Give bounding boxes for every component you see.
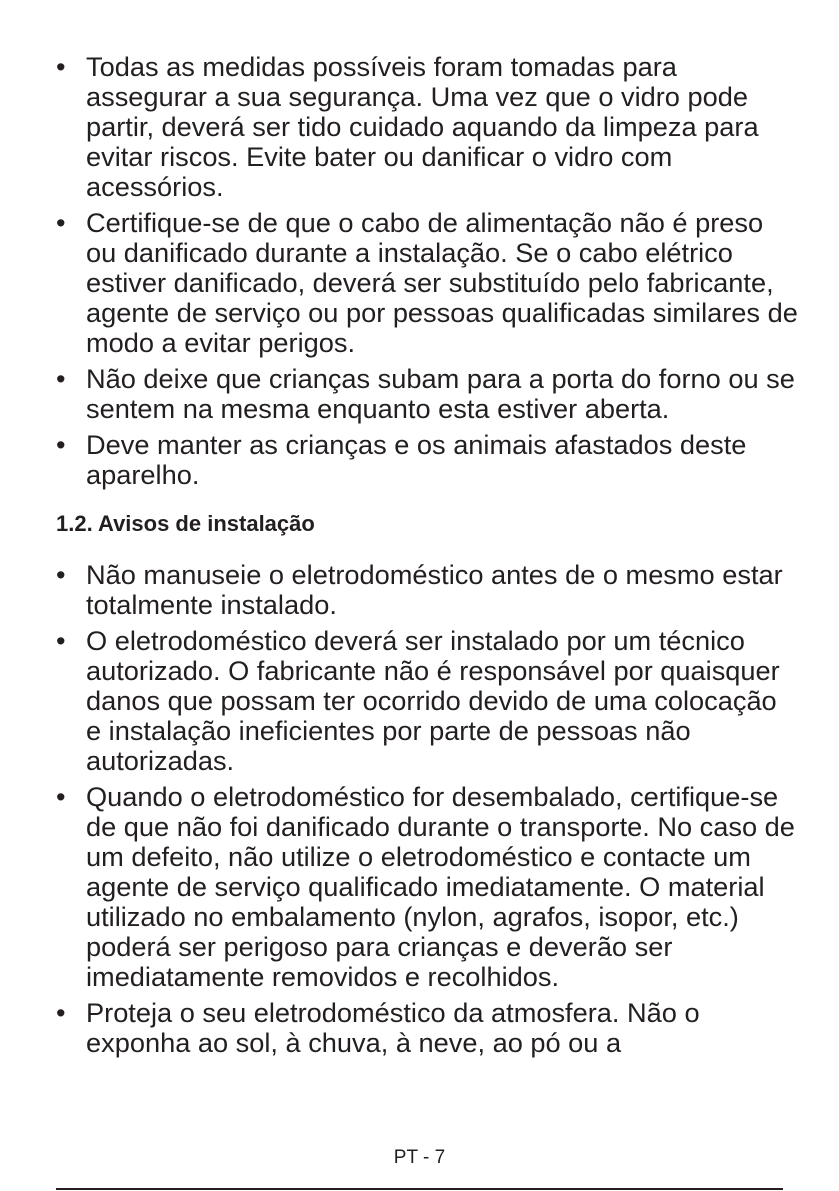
bullet-marker: • [56,363,66,394]
list-item-text: Deve manter as crianças e os animais afastados deste aparelho. [86,429,747,490]
list-item [0,52,839,202]
section-heading: 1.2. Avisos de instalação [56,511,315,536]
list-item-text: Proteja o seu eletrodoméstico da atmosfera. Não o exponha ao sol, à chuva, à neve, ao pó ou a [86,997,700,1058]
bullet-marker: • [56,429,66,460]
bullet-marker: • [56,559,66,590]
safety-bullet-list [0,52,839,490]
bullet-marker: • [56,207,66,238]
list-item [0,782,839,992]
list-item [0,998,839,1058]
list-item-text: Quando o eletrodoméstico for desembalado, certifique-se de que não foi danificado durante o transporte. No caso de um defeito, não utilize o eletrodoméstico e contacte um agente de serviço qualificado imediatamente. O material utilizado no embalamento (nylon, agrafos, isopor, etc.) poderá ser perigoso para crianças e deverão ser imediatamente removidos e recolhidos. [86,781,795,992]
list-item-text: Todas as medidas possíveis foram tomadas para assegurar a sua segurança. Uma vez que o vidro pode partir, deverá ser tido cuidado aquando da limpeza para evitar riscos. Evite bater ou danificar o vidro com acessórios. [86,51,759,202]
list-item-text: Não deixe que crianças subam para a porta do forno ou se sentem na mesma enquanto esta estiver aberta. [86,363,795,424]
list-item [0,364,839,424]
list-item-text: Não manuseie o eletrodoméstico antes de o mesmo estar totalmente instalado. [86,559,783,620]
list-item-text: Certifique-se de que o cabo de alimentação não é preso ou danificado durante a instalação. Se o cabo elétrico estiver danificado, deverá ser substituído pelo fabricante, agente de serviço ou por pessoas qualificadas similares de modo a evitar perigos. [86,207,798,358]
page-content [0,52,839,1064]
bullet-marker: • [56,51,66,82]
list-item [0,560,839,620]
list-item [0,626,839,776]
page-number: PT - 7 [393,1147,446,1168]
bullet-marker: • [56,625,66,656]
bullet-marker: • [56,781,66,812]
list-item [0,430,839,490]
footer-divider [56,1188,783,1190]
bullet-marker: • [56,997,66,1028]
list-item-text: O eletrodoméstico deverá ser instalado por um técnico autorizado. O fabricante não é responsável por quaisquer danos que possam ter ocorrido devido de uma colocação e instalação ineficientes por parte de pessoas não autorizadas. [86,625,780,776]
list-item [0,208,839,358]
installation-bullet-list [0,560,839,1058]
